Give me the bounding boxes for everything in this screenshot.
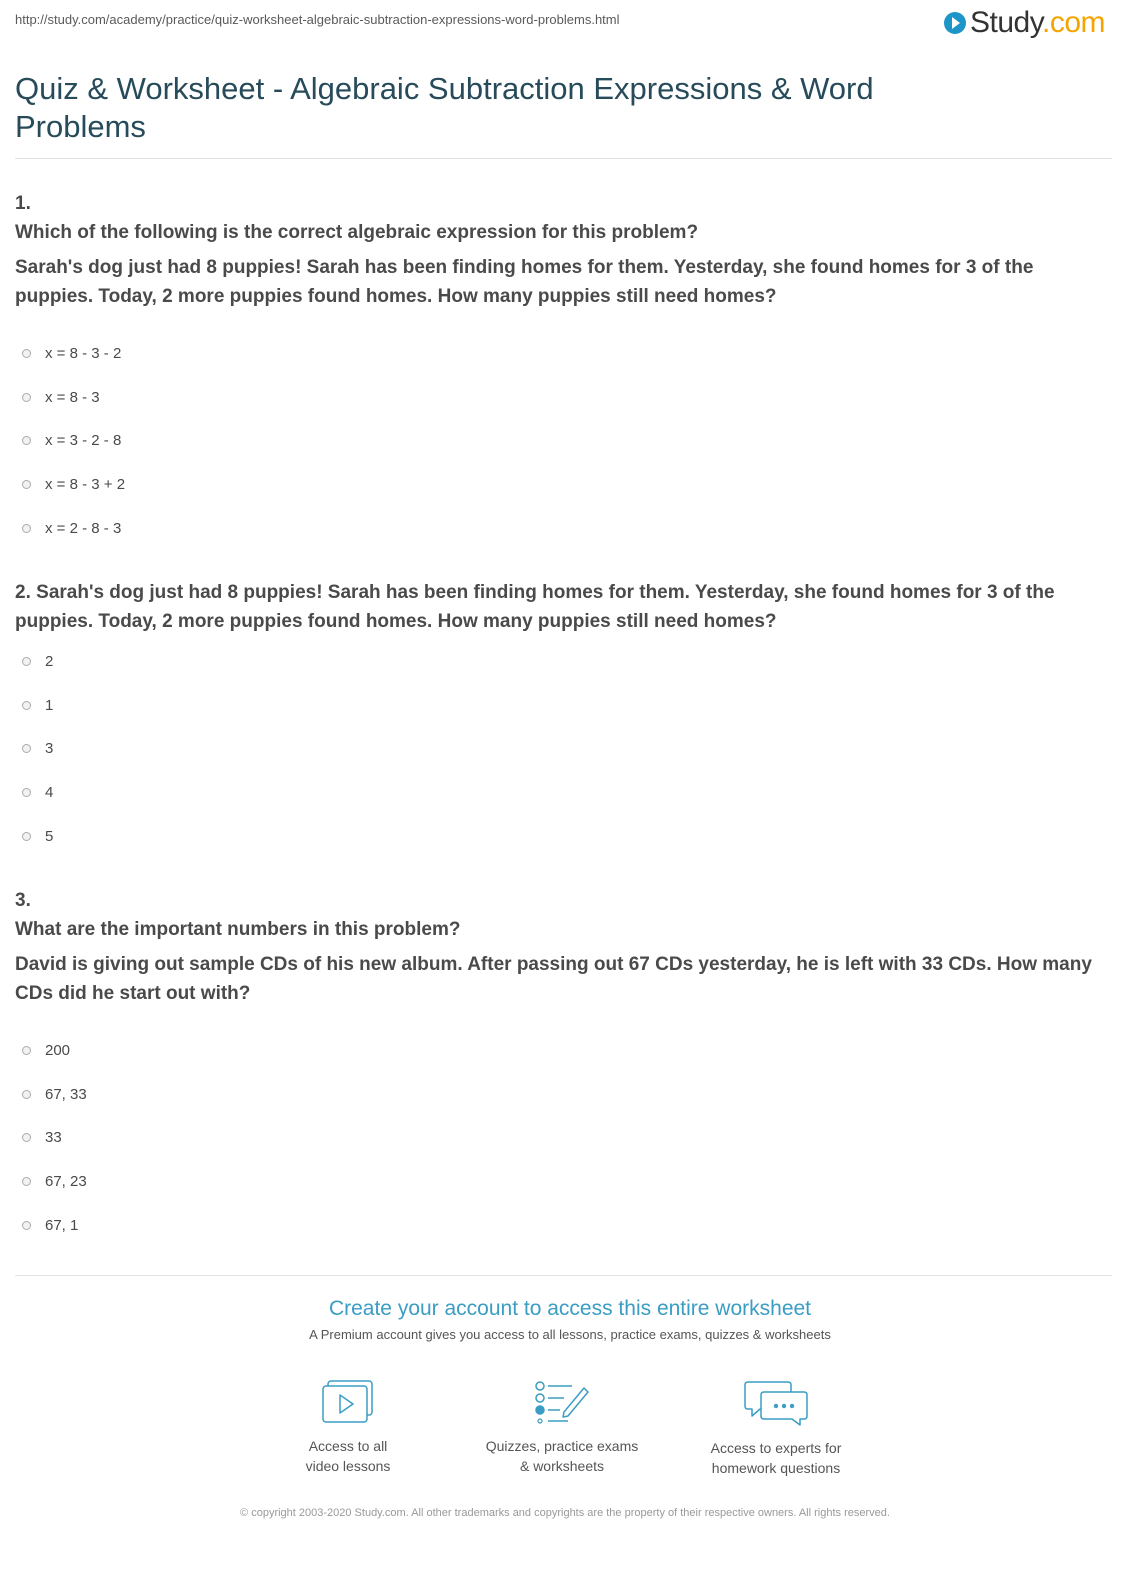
option-label: 200 bbox=[45, 1042, 71, 1060]
logo-text: Study.com bbox=[970, 6, 1106, 39]
question-text: 2. Sarah's dog just had 8 puppies! Sarah has been finding homes for them. Yesterday, she found homes for 3 of the puppies. Today, 2 more puppies found homes. How many puppies still need homes? bbox=[15, 582, 1055, 632]
answer-option[interactable] bbox=[22, 1203, 87, 1247]
answer-option[interactable] bbox=[22, 640, 53, 684]
feature-label: Access to all video lessons bbox=[305, 1438, 391, 1474]
option-label: 67, 23 bbox=[45, 1173, 87, 1191]
option-label: 4 bbox=[45, 784, 54, 802]
answer-option[interactable] bbox=[22, 684, 53, 728]
video-lesson-icon bbox=[322, 1380, 374, 1424]
quiz-checklist-icon bbox=[534, 1380, 590, 1424]
option-label: 67, 1 bbox=[45, 1216, 79, 1234]
answer-option[interactable] bbox=[22, 1116, 87, 1160]
radio-button[interactable] bbox=[22, 1177, 31, 1186]
question-1 bbox=[15, 190, 1112, 311]
radio-button[interactable] bbox=[22, 436, 31, 445]
answer-option[interactable] bbox=[22, 463, 125, 507]
radio-button[interactable] bbox=[22, 1090, 31, 1099]
answer-option[interactable] bbox=[22, 814, 53, 858]
radio-button[interactable] bbox=[22, 657, 31, 666]
answer-option[interactable] bbox=[22, 506, 125, 550]
question-1-options bbox=[22, 332, 125, 550]
question-2-options bbox=[22, 640, 53, 858]
page-title: Quiz & Worksheet - Algebraic Subtraction Expressions & Word Problems bbox=[15, 71, 874, 144]
answer-option[interactable] bbox=[22, 376, 125, 420]
feature-label: Quizzes, practice exams & worksheets bbox=[485, 1438, 639, 1474]
answer-option[interactable] bbox=[22, 727, 53, 771]
radio-button[interactable] bbox=[22, 1221, 31, 1230]
answer-option[interactable] bbox=[22, 771, 53, 815]
radio-button[interactable] bbox=[22, 480, 31, 489]
study-logo[interactable] bbox=[944, 6, 1105, 40]
answer-option[interactable] bbox=[22, 419, 125, 463]
option-label: x = 8 - 3 - 2 bbox=[45, 345, 122, 363]
question-2 bbox=[15, 578, 1112, 636]
feature-video-lessons bbox=[248, 1380, 448, 1476]
answer-option[interactable] bbox=[22, 1073, 87, 1117]
feature-label: Access to experts for homework questions bbox=[710, 1440, 842, 1476]
radio-button[interactable] bbox=[22, 393, 31, 402]
radio-button[interactable] bbox=[22, 349, 31, 358]
divider bbox=[15, 158, 1112, 159]
question-number: 2. bbox=[15, 582, 31, 603]
question-text: David is giving out sample CDs of his new album. After passing out 67 CDs yesterday, he is left with 33 CDs. How many CDs did he start out with? bbox=[15, 954, 1092, 1004]
option-label: 1 bbox=[45, 696, 54, 714]
question-number: 1. bbox=[15, 193, 31, 214]
radio-button[interactable] bbox=[22, 701, 31, 710]
question-number: 3. bbox=[15, 890, 31, 911]
option-label: 2 bbox=[45, 653, 54, 671]
option-label: x = 8 - 3 + 2 bbox=[45, 476, 126, 494]
option-label: x = 2 - 8 - 3 bbox=[45, 519, 122, 537]
radio-button[interactable] bbox=[22, 524, 31, 533]
answer-option[interactable] bbox=[22, 1029, 87, 1073]
option-label: 5 bbox=[45, 827, 54, 845]
radio-button[interactable] bbox=[22, 788, 31, 797]
play-circle-icon bbox=[944, 12, 966, 34]
question-text: Sarah's dog just had 8 puppies! Sarah has been finding homes for them. Yesterday, she found homes for 3 of the puppies. Today, 2 more puppies found homes. How many puppies still need homes? bbox=[15, 257, 1034, 307]
radio-button[interactable] bbox=[22, 1133, 31, 1142]
cta-subtitle: A Premium account gives you access to all lessons, practice exams, quizzes & worksheets bbox=[309, 1327, 831, 1342]
copyright-footer: © copyright 2003-2020 Study.com. All other trademarks and copyrights are the property of their respective owners. All rights reserved. bbox=[240, 1507, 890, 1519]
question-prompt: Which of the following is the correct algebraic expression for this problem? bbox=[15, 222, 699, 243]
page-url: http://study.com/academy/practice/quiz-worksheet-algebraic-subtraction-expressions-word-problems.html bbox=[15, 12, 620, 27]
cta-title[interactable]: Create your account to access this entire worksheet bbox=[328, 1297, 812, 1320]
divider bbox=[15, 1275, 1112, 1276]
option-label: x = 3 - 2 - 8 bbox=[45, 432, 122, 450]
option-label: 67, 33 bbox=[45, 1085, 87, 1103]
answer-option[interactable] bbox=[22, 1160, 87, 1204]
question-prompt: What are the important numbers in this problem? bbox=[15, 919, 461, 940]
radio-button[interactable] bbox=[22, 744, 31, 753]
feature-quizzes bbox=[462, 1380, 662, 1476]
chat-experts-icon bbox=[744, 1380, 808, 1426]
radio-button[interactable] bbox=[22, 832, 31, 841]
question-3 bbox=[15, 887, 1112, 1008]
question-3-options bbox=[22, 1029, 87, 1247]
answer-option[interactable] bbox=[22, 332, 125, 376]
option-label: 33 bbox=[45, 1129, 62, 1147]
option-label: x = 8 - 3 bbox=[45, 388, 100, 406]
feature-experts bbox=[676, 1380, 876, 1478]
radio-button[interactable] bbox=[22, 1046, 31, 1055]
option-label: 3 bbox=[45, 740, 54, 758]
